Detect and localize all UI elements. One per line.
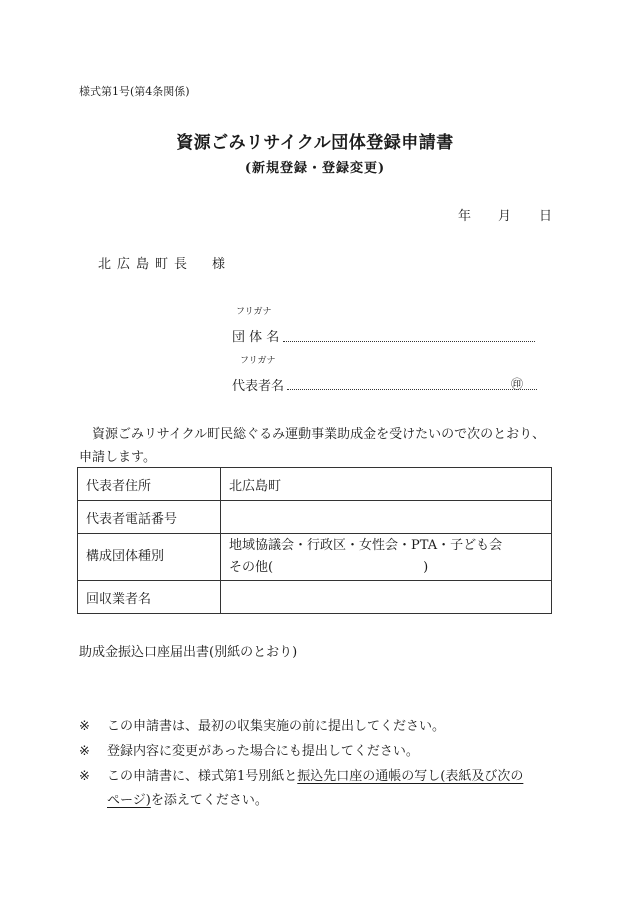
collector-name-label: 回収業者名 bbox=[78, 581, 221, 614]
rep-name-label: 代表者名 bbox=[232, 379, 285, 394]
org-type-other-close: ) bbox=[423, 560, 429, 575]
rep-name-field[interactable] bbox=[287, 389, 537, 390]
date-year-label: 年 bbox=[458, 209, 472, 224]
note-text-underlined-2: ページ) bbox=[107, 793, 151, 808]
note-item-continued bbox=[107, 789, 268, 808]
note-mark: ※ bbox=[79, 719, 90, 734]
addressee: 北広島町長 様 bbox=[98, 257, 232, 272]
note-item bbox=[79, 765, 523, 784]
seal-mark: ㊞ bbox=[511, 377, 524, 391]
org-name-field[interactable] bbox=[283, 341, 535, 342]
date-day-label: 日 bbox=[539, 209, 553, 224]
note-text-suffix: を添えてください。 bbox=[150, 793, 268, 808]
table-row bbox=[78, 581, 552, 614]
org-type-label: 構成団体種別 bbox=[78, 534, 221, 581]
note-mark: ※ bbox=[79, 769, 90, 784]
intro-paragraph bbox=[79, 423, 559, 469]
note-text: この申請書は、最初の収集実施の前に提出してください。 bbox=[107, 719, 446, 734]
collector-name-field[interactable] bbox=[221, 581, 552, 614]
rep-phone-label: 代表者電話番号 bbox=[78, 501, 221, 534]
table-row bbox=[78, 534, 552, 581]
table-row bbox=[78, 468, 552, 501]
rep-furigana-label: フリガナ bbox=[240, 356, 276, 366]
application-table bbox=[77, 467, 552, 614]
rep-address-label: 代表者住所 bbox=[78, 468, 221, 501]
document-subtitle: (新規登録・登録変更) bbox=[244, 161, 386, 176]
note-text-prefix: この申請書に、様式第1号別紙と bbox=[107, 769, 298, 784]
note-mark: ※ bbox=[79, 744, 90, 759]
org-type-other bbox=[229, 557, 543, 579]
org-name-label: 団 体 名 bbox=[232, 330, 280, 345]
org-type-field[interactable] bbox=[221, 534, 552, 581]
note-text-underlined: 振込先口座の通帳の写し(表紙及び次の bbox=[297, 769, 524, 784]
attachment-note: 助成金振込口座届出書(別紙のとおり) bbox=[79, 645, 298, 660]
note-text: 登録内容に変更があった場合にも提出してください。 bbox=[107, 744, 419, 759]
org-type-options: 地域協議会・行政区・女性会・PTA・子ども会 bbox=[229, 538, 503, 553]
intro-line-2: 申請します。 bbox=[79, 450, 156, 465]
intro-line-1: 資源ごみリサイクル町民総ぐるみ運動事業助成金を受けたいので次のとおり、 bbox=[92, 427, 546, 442]
org-furigana-label: フリガナ bbox=[236, 307, 272, 317]
note-item bbox=[79, 715, 445, 734]
form-number: 様式第1号(第4条関係) bbox=[79, 85, 190, 98]
table-row bbox=[78, 501, 552, 534]
org-type-other-open: その他( bbox=[229, 560, 274, 575]
rep-phone-field[interactable] bbox=[221, 501, 552, 534]
rep-address-field[interactable]: 北広島町 bbox=[221, 468, 552, 501]
note-item bbox=[79, 740, 419, 759]
document-title: 資源ごみリサイクル団体登録申請書 bbox=[176, 133, 454, 153]
date-month-label: 月 bbox=[498, 209, 512, 224]
